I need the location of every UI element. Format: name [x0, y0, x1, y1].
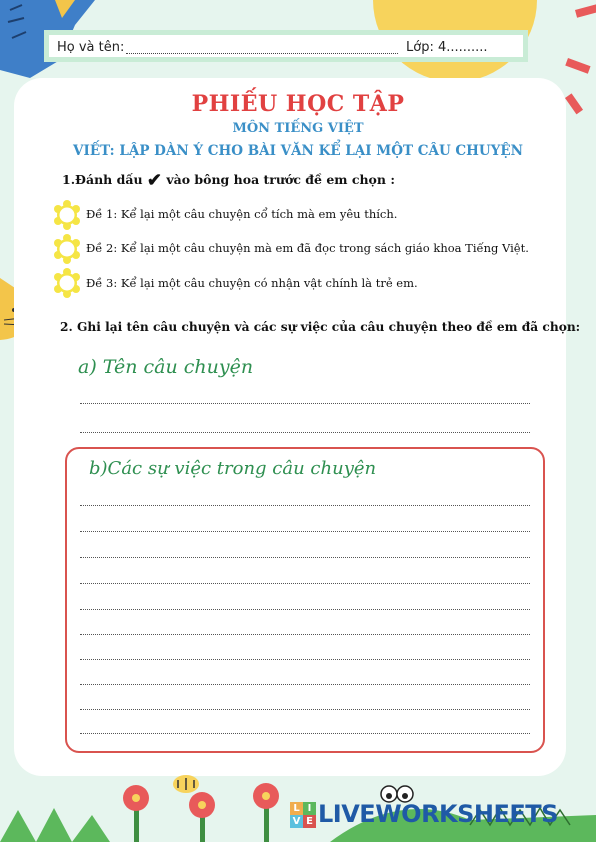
flower-checkbox-3[interactable] — [52, 268, 82, 298]
question-1-prefix: 1.Đánh dấu — [62, 172, 143, 187]
event-line-1[interactable] — [80, 505, 530, 506]
events-box — [65, 447, 545, 753]
part-b-heading: b)Các sự việc trong câu chuyện — [89, 458, 377, 479]
event-line-10[interactable] — [80, 733, 530, 734]
name-field[interactable] — [126, 41, 398, 54]
question-1 — [62, 170, 395, 191]
event-line-4[interactable] — [80, 583, 530, 584]
option-3-text: Đề 3: Kể lại một câu chuyện có nhận vật chính là trẻ em. — [86, 276, 418, 290]
event-line-6[interactable] — [80, 634, 530, 635]
logo-letter-l: L — [290, 802, 303, 815]
logo-text: LIVEWORKSHEETS — [318, 800, 558, 828]
story-name-line-1[interactable] — [80, 403, 530, 404]
name-label: Họ và tên: — [57, 40, 125, 55]
worksheet-title: PHIẾU HỌC TẬP — [191, 91, 405, 117]
event-line-9[interactable] — [80, 709, 530, 710]
student-info-bar — [44, 30, 528, 62]
flower-checkbox-1[interactable] — [52, 200, 82, 230]
logo-letter-v: V — [290, 815, 303, 828]
topic-heading: VIẾT: LẬP DÀN Ý CHO BÀI VĂN KỂ LẠI MỘT CÂU CHUYỆN — [73, 143, 523, 159]
class-label: Lớp: 4.......... — [406, 40, 488, 55]
option-1-text: Đề 1: Kể lại một câu chuyện cổ tích mà em yêu thích. — [86, 207, 398, 221]
event-line-8[interactable] — [80, 684, 530, 685]
story-name-line-2[interactable] — [80, 432, 530, 433]
checkmark-icon: ✔ — [146, 170, 162, 191]
part-a-heading: a) Tên câu chuyện — [78, 356, 254, 378]
option-2-text: Đề 2: Kể lại một câu chuyện mà em đã đọc trong sách giáo khoa Tiếng Việt. — [86, 241, 529, 255]
question-2: 2. Ghi lại tên câu chuyện và các sự việc của câu chuyện theo đề em đã chọn: — [60, 320, 581, 334]
logo-letter-e: E — [303, 815, 316, 828]
flower-checkbox-2[interactable] — [52, 234, 82, 264]
logo-letter-i: I — [303, 802, 316, 815]
question-1-suffix: vào bông hoa trước đề em chọn : — [166, 172, 395, 187]
event-line-3[interactable] — [80, 557, 530, 558]
event-line-7[interactable] — [80, 659, 530, 660]
subject-heading: MÔN TIẾNG VIỆT — [232, 121, 364, 136]
event-line-5[interactable] — [80, 609, 530, 610]
event-line-2[interactable] — [80, 531, 530, 532]
